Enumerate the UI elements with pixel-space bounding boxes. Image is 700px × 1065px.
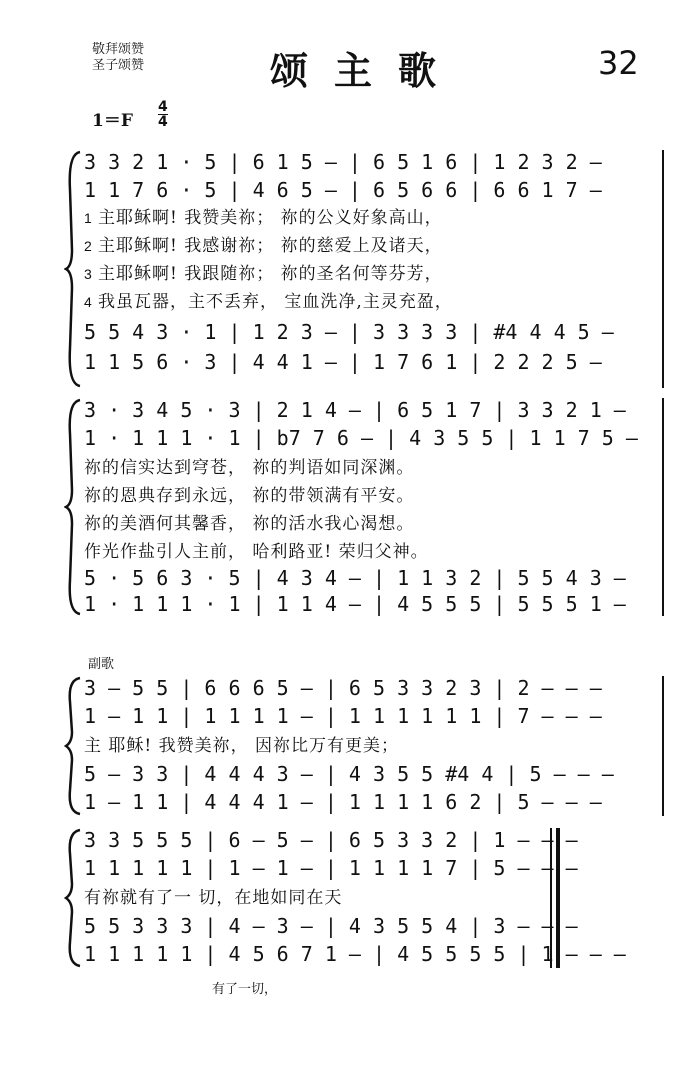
category-primary: 敬拜颂赞 (92, 42, 145, 57)
soprano-line: 3 3 5 5 5 | 6 – 5 – | 6 5 3 3 2 | 1 – – – (84, 828, 578, 852)
alto-line: 1 · 1 1 1 · 1 | b7 7 6 – | 4 3 5 5 | 1 1 7 5 – (84, 426, 638, 450)
lyric-text: 主耶稣啊! 我感谢祢； 祢的慈爱上及诸天， (98, 236, 443, 256)
refrain-label: 副歌 (88, 657, 115, 672)
tenor-line: 5 5 3 3 3 | 4 – 3 – | 4 3 5 5 4 | 3 – – – (84, 914, 578, 938)
bass-line: 1 1 1 1 1 | 4 5 6 7 1 – | 4 5 5 5 5 | 1 – – – (84, 942, 626, 966)
system-brace (64, 676, 86, 816)
system-end-barline (662, 150, 664, 388)
soprano-line: 3 · 3 4 5 · 3 | 2 1 4 – | 6 5 1 7 | 3 3 2 1 – (84, 398, 626, 422)
category-label (92, 42, 144, 74)
lyric-line: 祢的美酒何其馨香， 祢的活水我心渴想。 (84, 514, 415, 534)
lyric-line: 祢的恩典存到永远， 祢的带领满有平安。 (84, 486, 415, 506)
bass-line: 1 – 1 1 | 4 4 4 1 – | 1 1 1 1 6 2 | 5 – – – (84, 790, 602, 814)
lyric-text: 我虽瓦器，主不丢弃， 宝血洗净,主灵充盈， (98, 292, 453, 312)
alto-line: 1 1 7 6 · 5 | 4 6 5 – | 6 5 6 6 | 6 6 1 7 – (84, 178, 602, 202)
lyric-line: 祢的信实达到穹苍， 祢的判语如同深渊。 (84, 458, 415, 478)
tenor-line: 5 – 3 3 | 4 4 4 3 – | 4 3 5 5 #4 4 | 5 – – – (84, 762, 614, 786)
score-system-3 (64, 676, 664, 816)
soprano-line: 3 3 2 1 · 5 | 6 1 5 – | 6 5 1 6 | 1 2 3 2 – (84, 150, 602, 174)
score-system-1 (64, 150, 664, 388)
verse-number: 2 (84, 238, 93, 254)
lyric-line (84, 206, 443, 230)
lyric-line: 作光作盐引人主前， 哈利路亚! 荣归父神。 (84, 542, 429, 562)
tenor-line: 5 5 4 3 · 1 | 1 2 3 – | 3 3 3 3 | #4 4 4 5 – (84, 320, 614, 344)
alto-line: 1 1 1 1 1 | 1 – 1 – | 1 1 1 1 7 | 5 – – – (84, 856, 578, 880)
time-signature-denominator: 4 (158, 114, 168, 130)
bass-line: 1 · 1 1 1 · 1 | 1 1 4 – | 4 5 5 5 | 5 5 5 1 – (84, 592, 626, 616)
verse-number: 1 (84, 210, 93, 226)
soprano-line: 3 – 5 5 | 6 6 6 5 – | 6 5 3 3 2 3 | 2 – – – (84, 676, 602, 700)
system-brace (64, 828, 86, 968)
bass-line: 1 1 5 6 · 3 | 4 4 1 – | 1 7 6 1 | 2 2 2 5 – (84, 350, 602, 374)
system-brace (64, 398, 86, 616)
system-brace (64, 150, 86, 388)
verse-number: 4 (84, 294, 93, 310)
score-system-4 (64, 828, 664, 968)
time-signature (158, 100, 168, 129)
alto-line: 1 – 1 1 | 1 1 1 1 – | 1 1 1 1 1 1 | 7 – – – (84, 704, 602, 728)
lyric-line (84, 234, 443, 258)
lyric-line (84, 290, 453, 314)
hymn-title: 颂主歌 (270, 48, 463, 93)
lyric-text: 主耶稣啊! 我跟随祢； 祢的圣名何等芬芳， (98, 264, 443, 284)
bass-sub-lyric: 有了一切， (212, 982, 278, 997)
page-number: 32 (598, 44, 639, 82)
lyric-text: 主耶稣啊! 我赞美祢； 祢的公义好象高山， (98, 208, 443, 228)
lyric-line: 有祢就有了一 切，在地如同在天 (84, 888, 343, 908)
score-system-2 (64, 398, 664, 616)
time-signature-numerator: 4 (158, 99, 168, 115)
system-end-barline (662, 676, 664, 816)
verse-number: 3 (84, 266, 93, 282)
category-secondary: 圣子颂赞 (92, 58, 145, 73)
system-end-barline (662, 398, 664, 616)
lyric-line: 主 耶稣! 我赞美祢， 因祢比万有更美； (84, 736, 400, 756)
lyric-line (84, 262, 443, 286)
key-signature: 1＝F (92, 111, 133, 131)
tenor-line: 5 · 5 6 3 · 5 | 4 3 4 – | 1 1 3 2 | 5 5 4 3 – (84, 566, 626, 590)
